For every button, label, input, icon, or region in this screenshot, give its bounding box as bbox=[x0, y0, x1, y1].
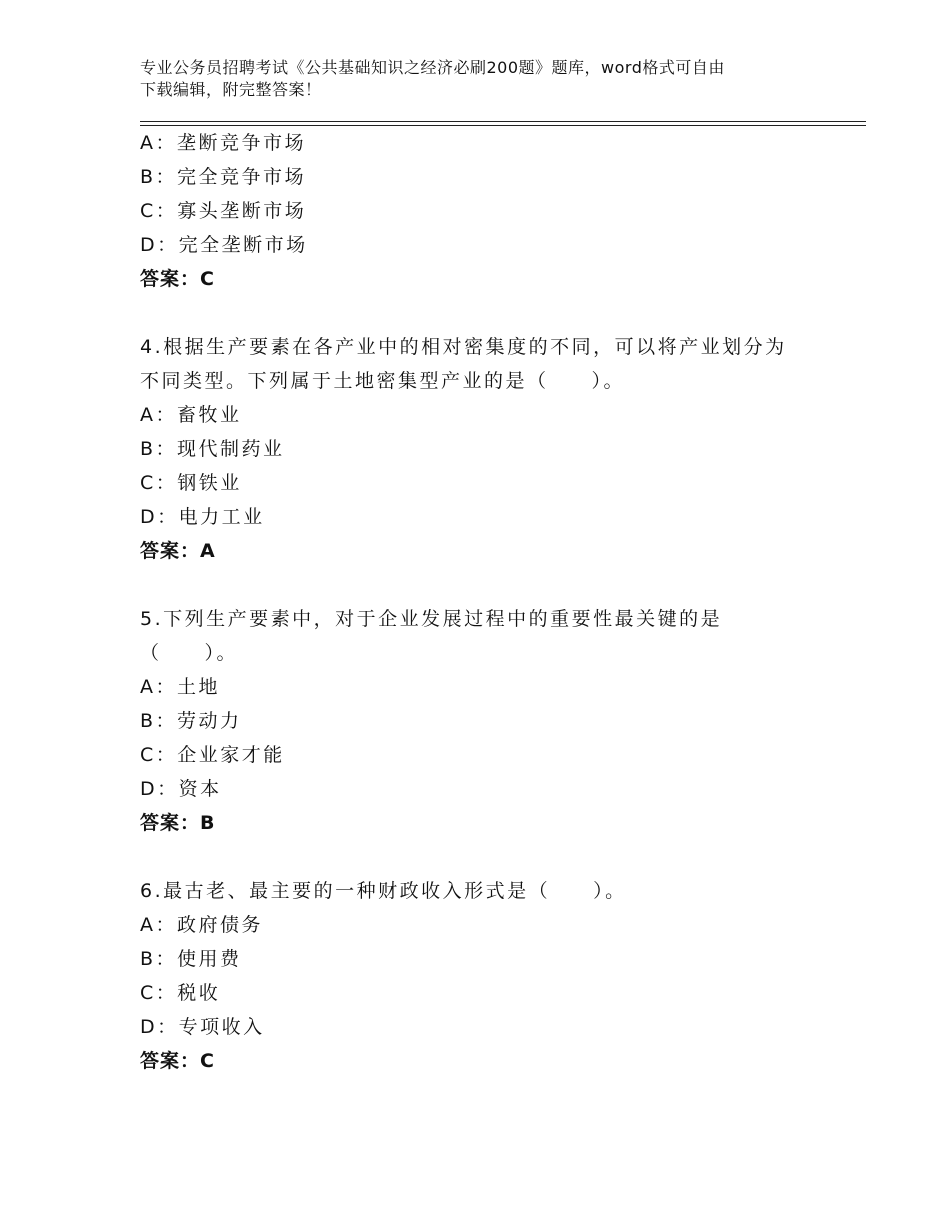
question-6 bbox=[140, 874, 820, 1078]
question-stem-line-2: 不同类型。下列属于土地密集型产业的是（ ）。 bbox=[140, 370, 626, 392]
option-d: D：完全垄断市场 bbox=[140, 234, 308, 256]
question-stem-line-1: 5.下列生产要素中，对于企业发展过程中的重要性最关键的是 bbox=[140, 608, 723, 630]
option-b: B：现代制药业 bbox=[140, 438, 285, 460]
header-line-1: 专业公务员招聘考试《公共基础知识之经济必刷200题》题库，word格式可自由 bbox=[140, 58, 725, 77]
option-a: A：垄断竞争市场 bbox=[140, 132, 306, 154]
option-c: C：税收 bbox=[140, 982, 221, 1004]
question-stem-line-1: 6.最古老、最主要的一种财政收入形式是（ ）。 bbox=[140, 880, 627, 902]
option-a: A：畜牧业 bbox=[140, 404, 242, 426]
question-5 bbox=[140, 602, 820, 840]
option-d: D：电力工业 bbox=[140, 506, 265, 528]
question-stem-line-2: （ ）。 bbox=[140, 642, 239, 664]
document-header bbox=[140, 57, 820, 101]
answer: 答案：A bbox=[140, 540, 216, 562]
question-4 bbox=[140, 330, 820, 568]
question-3 bbox=[140, 126, 820, 296]
question-list bbox=[140, 126, 820, 1078]
answer: 答案：B bbox=[140, 812, 216, 834]
option-d: D：资本 bbox=[140, 778, 222, 800]
option-b: B：使用费 bbox=[140, 948, 242, 970]
option-c: C：企业家才能 bbox=[140, 744, 285, 766]
option-c: C：钢铁业 bbox=[140, 472, 242, 494]
header-line-2: 下载编辑，附完整答案！ bbox=[140, 80, 322, 99]
option-b: B：劳动力 bbox=[140, 710, 242, 732]
question-stem bbox=[140, 330, 820, 398]
header-divider-top bbox=[140, 121, 866, 122]
option-d: D：专项收入 bbox=[140, 1016, 265, 1038]
option-b: B：完全竞争市场 bbox=[140, 166, 307, 188]
question-stem-line-1: 4.根据生产要素在各产业中的相对密集度的不同，可以将产业划分为 bbox=[140, 336, 787, 358]
option-c: C：寡头垄断市场 bbox=[140, 200, 307, 222]
question-stem bbox=[140, 602, 820, 670]
question-stem bbox=[140, 874, 820, 908]
answer: 答案：C bbox=[140, 268, 215, 290]
option-a: A：土地 bbox=[140, 676, 220, 698]
answer: 答案：C bbox=[140, 1050, 215, 1072]
option-a: A：政府债务 bbox=[140, 914, 263, 936]
